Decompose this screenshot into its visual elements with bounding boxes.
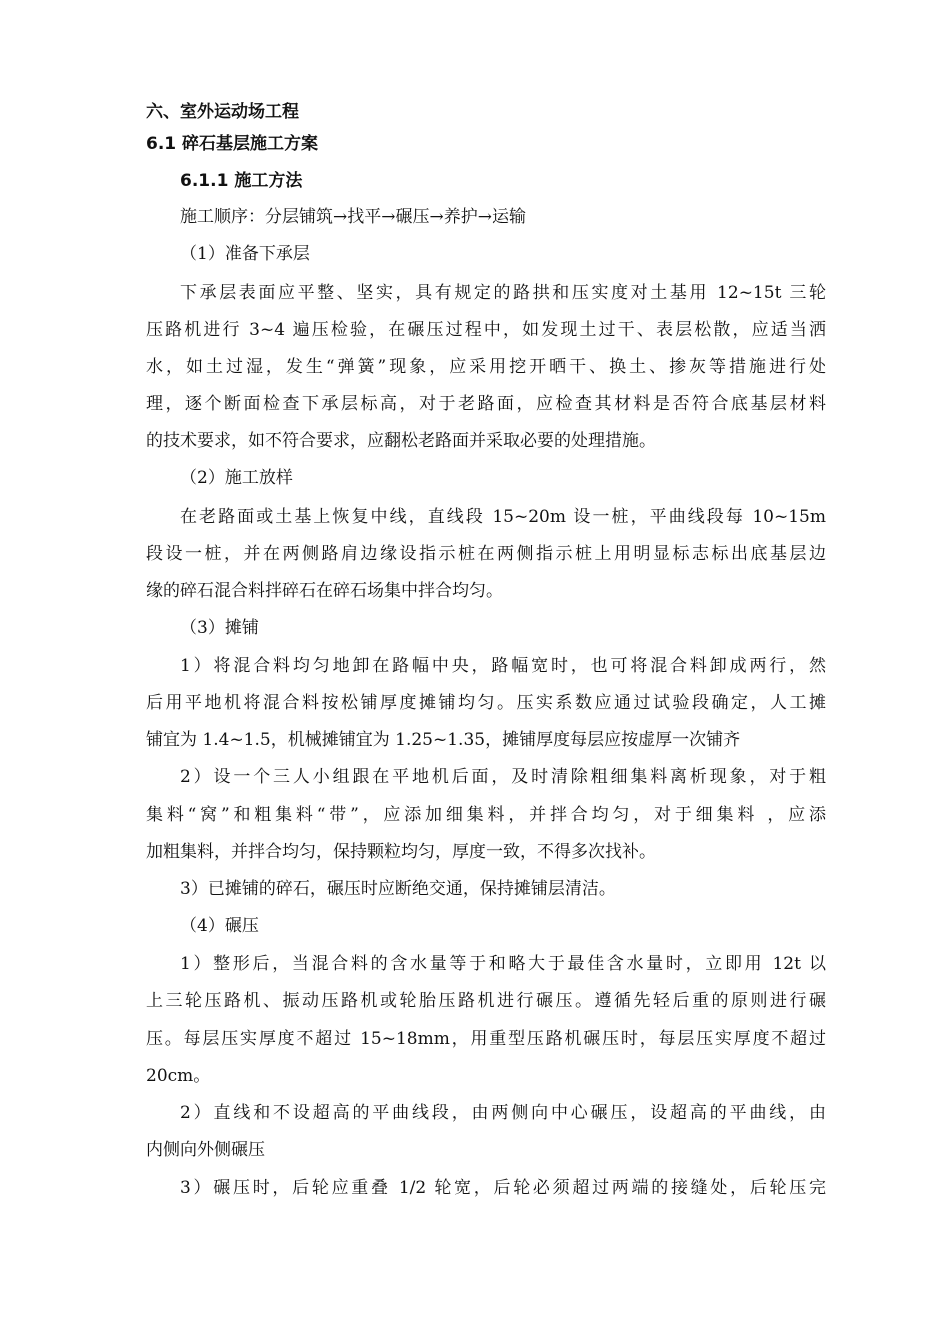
paragraph-line: 的技术要求，如不符合要求，应翻松老路面并采取必要的处理措施。: [146, 431, 656, 451]
paragraph-line: 上三轮压路机、振动压路机或轮胎压路机进行碾压。遵循先轻后重的原则进行碾: [146, 991, 826, 1011]
subsubsection-heading: 6.1.1 施工方法: [180, 171, 303, 191]
paragraph-line: 1）整形后，当混合料的含水量等于和略大于最佳含水量时，立即用 12t 以: [180, 954, 826, 974]
paragraph-line: 2）直线和不设超高的平曲线段，由两侧向中心碾压，设超高的平曲线，由: [180, 1103, 826, 1123]
paragraph-line: 内侧向外侧碾压: [146, 1140, 265, 1160]
paragraph-line: 后用平地机将混合料按松铺厚度摊铺均匀。压实系数应通过试验段确定，人工摊: [146, 693, 826, 713]
paragraph-line: 3）已摊铺的碎石，碾压时应断绝交通，保持摊铺层清洁。: [180, 879, 616, 899]
paragraph-line: 加粗集料，并拌合均匀，保持颗粒均匀，厚度一致，不得多次找补。: [146, 842, 656, 862]
step-4-title: （4）碾压: [180, 916, 259, 936]
step-1-title: （1）准备下承层: [180, 244, 310, 264]
paragraph-line: 在老路面或土基上恢复中线，直线段 15~20m 设一桩，平曲线段每 10~15m: [180, 507, 826, 527]
paragraph-line: 缘的碎石混合料拌碎石在碎石场集中拌合均匀。: [146, 581, 503, 601]
paragraph-line: 2）设一个三人小组跟在平地机后面，及时清除粗细集料离析现象，对于粗: [180, 767, 826, 787]
paragraph-line: 3）碾压时，后轮应重叠 1/2 轮宽，后轮必须超过两端的接缝处，后轮压完: [180, 1178, 826, 1198]
section-heading: 六、室外运动场工程: [146, 102, 299, 122]
paragraph-line: 水，如土过湿，发生“弹簧”现象，应采用挖开晒干、换土、掺灰等措施进行处: [146, 357, 826, 377]
paragraph-line: 压路机进行 3~4 遍压检验，在碾压过程中，如发现土过干、表层松散，应适当洒: [146, 320, 826, 340]
subsection-heading: 6.1 碎石基层施工方案: [146, 134, 319, 154]
paragraph-line: 铺宜为 1.4~1.5，机械摊铺宜为 1.25~1.35，摊铺厚度每层应按虚厚一次铺齐: [146, 730, 741, 750]
paragraph-line: 段设一桩，并在两侧路肩边缘设指示桩在两侧指示桩上用明显标志标出底基层边: [146, 544, 826, 564]
construction-sequence: 施工顺序：分层铺筑→找平→碾压→养护→运输: [180, 207, 526, 227]
step-3-title: （3）摊铺: [180, 618, 259, 638]
paragraph-line: 压。每层压实厚度不超过 15~18mm，用重型压路机碾压时，每层压实厚度不超过: [146, 1029, 826, 1049]
paragraph-line: 下承层表面应平整、坚实，具有规定的路拱和压实度对土基用 12~15t 三轮: [180, 283, 826, 303]
paragraph-line: 集料“窝”和粗集料“带”，应添加细集料，并拌合均匀，对于细集料 ，应添: [146, 805, 826, 825]
paragraph-line: 1）将混合料均匀地卸在路幅中央，路幅宽时，也可将混合料卸成两行，然: [180, 656, 826, 676]
paragraph-line: 20cm。: [146, 1066, 211, 1086]
paragraph-line: 理，逐个断面检查下承层标高，对于老路面，应检查其材料是否符合底基层材料: [146, 394, 826, 414]
step-2-title: （2）施工放样: [180, 468, 293, 488]
